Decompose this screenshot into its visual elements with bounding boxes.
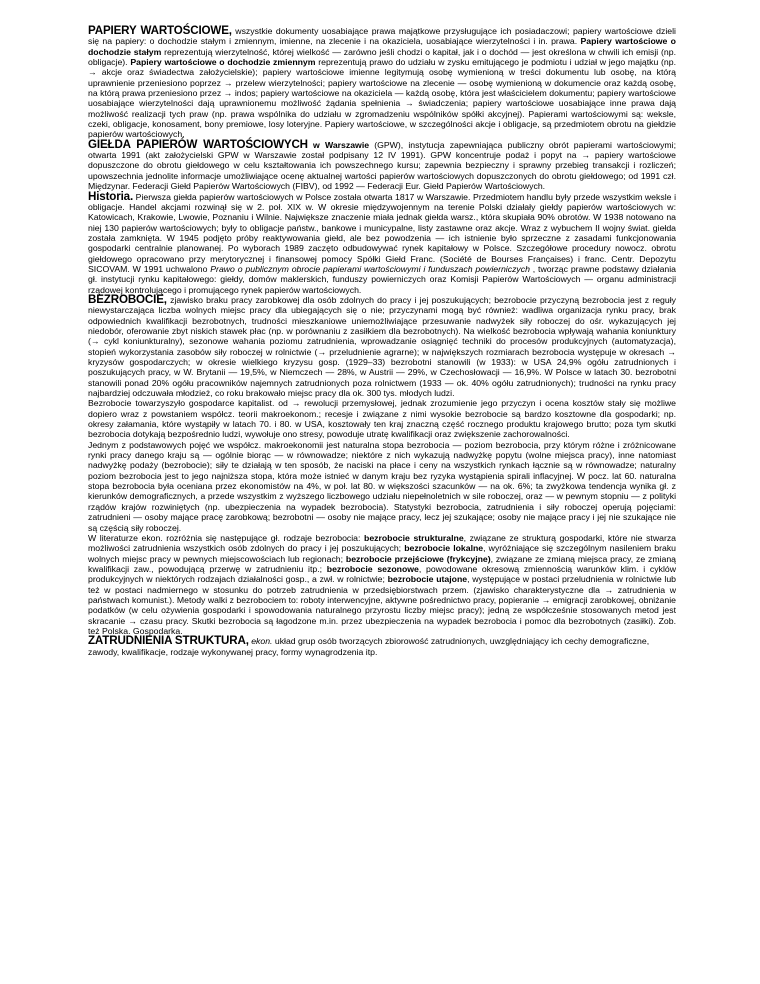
segment: , występujące w postaci przeludnienia w rolnictwie lub też w postaci nadmiernego w stosunku do potrzeb zatrudnienia w przedsiębiorstwach przem. (zjawisko charakterystyczne dla → zatrudnienia w państwach komunist.). Metody walki z bezrobociem to: roboty interwencyjne, aktywne pośrednictwo pracy, popieranie → emigracji zarobkowej, obniżanie podatków (w celu ożywienia gospodarki i spowodowania naturalnego przyrostu liczby miejsc pracy); jedną ze współcześnie stosowanych metod jest skracanie → czasu pracy. Skutki bezrobocia są łagodzone m.in. przez ubezpieczenia na wypadek bezrobocia i pomoc dla bezrobotnych (zasiłki). Zob. też Polska. Gospodarka. bbox=[88, 574, 676, 636]
entry-zatrudnienia-struktura bbox=[88, 636, 676, 657]
segment: reprezentują wierzytelność, której wielkość — zarówno jeśli chodzi o kapitał, jak i o dochód — jest określona w chwili ich emisji (np. obligacje). bbox=[88, 46, 676, 68]
bold-term: bezrobocie sezonowe bbox=[326, 563, 419, 574]
segment: zjawisko braku pracy zarobkowej dla osób zdolnych do pracy i jej poszukujących; bezrobocie przyczyną bezrobocia jest z reguły niewystarczająca liczba wolnych miejsc pracy dla ubiegających się o nie; przyczynami mogą być również: wadliwa organizacja rynku pracy, brak odpowiednich kwalifikacji bezrobotnych, trudności mieszkaniowe uniemożliwiające przesuwanie nadwyżek siły roboczej do ośr. wykazujących jej niedobór, oferowanie zbyt niskich stawek płac (np. w porównaniu z zasiłkiem dla bezrobotnych). Na wielkość bezrobocia wpływają wahania koniunktury (→ cykl koniunkturalny), sezonowe wahania poziomu zatrudnienia, wprowadzanie osiągnięć techniki do procesów produkcyjnych (automatyzacja), stopień wykorzystania zasobów siły roboczej w rolnictwie (→ przeludnienie agrarne); w największych rozmiarach bezrobocia występuje w okresach → kryzysów gospodarczych; w okresie wielkiego kryzysu gosp. (1929–33) bezrobotni stanowili (w 1933): w USA 24,9% ogółu zatrudnionych i poszukujących pracy, w W. Brytanii — 19,5%, w Niemczech — 28%, w Austrii — 29%, w Czechosłowacji — 16,9%. W Polsce w latach 30. bezrobotni stanowili ponad 20% ogółu pracowników najemnych zatrudnionych poza rolnictwem (1933 — ok. 40% ogółu zatrudnionych); trudności na rynku pracy najbardziej odczuwała młodzież, co roku brakowało miejsc pracy dla ok. 300 tys. młodych ludzi. bbox=[88, 294, 676, 399]
segment: Pierwsza giełda papierów wartościowych w Polsce została otwarta 1817 w Warszawie. Przedmiotem handlu były przede wszystkim weksle i obligacje. Handel akcjami rozwinął się w 2. poł. XIX w. W okresie międzywojennym na terenie Polski działały giełdy papierów wartościowych w: Katowicach, Krakowie, Lwowie, Poznaniu i Wilnie. Największe znaczenie miała jednak giełda warsz., która skupiała 90% obrotów. W 1938 notowano na niej 130 papierów wartościowych; były to obligacje państw., bankowe i municypalne, listy zastawne oraz akcje. Wraz z wybuchem II wojny świat. giełda została zamknięta. W 1945 podjęto próby reaktywowania giełd, ale bez powodzenia — ich istnienie było sprzeczne z zasadami funkcjonowania gospodarki centralnie planowanej. Po wyborach 1989 zaczęto odbudowywać rynek kapitałowy w Polsce. Szczegółowe procedury nowocz. obrotu giełdowego opracowano przy merytorycznej i finansowej pomocy Spółki Giełd Franc. (Société de Bourses Françaises) i franc. Centr. Depozytu SICOVAM. W 1991 uchwalono bbox=[88, 191, 676, 274]
headword: PAPIERY WARTOŚCIOWE, bbox=[88, 24, 232, 37]
bold-term: bezrobocie strukturalne bbox=[364, 532, 464, 543]
segment: Jednym z podstawowych pojęć we współcz. makroekonomii jest naturalna stopa bezrobocia — poziom bezrobocia, przy którym różne i zróżnicowane rynki pracy danego kraju są — ogólnie biorąc — w równowadze; niektóre z nich wykazują nadwyżkę popytu (wolne miejsca pracy), inne natomiast nadwyżkę podaży (bezrobocie); siły te działają w ten sposób, że naciski na płace i ceny na wszystkich rynkach łącznie są w równowadze; naturalny poziom bezrobocia jest to jego najniższa stopa, która może istnieć w danym kraju bez ryzyka wystąpienia spirali inflacyjnej. W pocz. lat 60. naturalna stopa bezrobocia była oceniana przez ekonomistów na 4%, w poł. lat 80. w większości szacunków — na ok. 6%; ta zwyżkowa tendencja wynika gł. z kierunków demograficznych, a przede wszystkim z wyższego liczbowego udziału niepełnoletnich w sile roboczej, oraz — w pewnym stopniu — z polityki rządów krajów rozwiniętych (np. ubezpieczenia na wypadek bezrobocia). Statystyki bezrobocia, zatrudnienia i siły roboczej operują pojęciami: zatrudnieni — osoby mające pracę zarobkową; bezrobotni — osoby nie mające pracy, lecz jej szukające; osoby nie mające pracy i jej nie szukające nie są częścią siły roboczej. bbox=[88, 439, 676, 533]
segment: układ grup osób tworzących zbiorowość zatrudnionych, uwzględniający ich cechy demograficzne, zawody, kwalifikacje, rodzaje wykonywanej pracy, formy wynagrodzenia itp. bbox=[88, 636, 650, 657]
segment: wszystkie dokumenty uosabiające prawa majątkowe przysługujące ich posiadaczowi; papiery wartościowe dzieli się na papiery: o dochodzie stałym i zmiennym, imienne, na zlecenie i na okaziciela, uosabiające wierzytelności i in. prawa. bbox=[88, 26, 676, 47]
segment: reprezentują prawo do udziału w zysku emitującego je podmiotu i udział w jego majątku (np. → akcje oraz świadectwa założycielskie); papiery wartościowe imienne legitymują osobę wymienioną w treści dokumentu lub osobę, na którą uprawnienie przeniesiono poprzez → przelew wierzytelności; papiery wartościowe na zlecenie — osobę wymienioną w dokumencie oraz każdą osobę, na którą prawa przeniesiono przez → indos; papiery wartościowe na okaziciela — każdą osobę, która jest właścicielem dokumentu; papiery wartościowe uosabiające wierzytelności dają uprawnionemu możliwość żądania spełnienia → świadczenia; papiery wartościowe uosabiające inne prawa dają możliwość realizacji tych praw (np. prawa wspólnika do udziału w zgromadzeniu wspólników spółki akcyjnej). Papierami wartościowymi są: weksle, czeki, obligacje, konosament, bony premiowe, losy loteryjne. Papiery wartościowe, w szczególności akcje i obligacje, są przedmiotem obrotu na giełdzie papierów wartościowych. bbox=[88, 57, 677, 140]
bold-term: bezrobocie utajone bbox=[387, 574, 468, 585]
entry-historia bbox=[88, 189, 676, 295]
bold-term: bezrobocie przejściowe (frykcyjne) bbox=[345, 553, 491, 564]
headword-suffix: w Warszawie bbox=[307, 139, 370, 150]
segment: , związane ze zmianą miejsca pracy, ze zmianą kwalifikacji zaw., powodującą przerwę w zatrudnieniu itp.; bbox=[88, 553, 676, 574]
italic-label: ekon. bbox=[248, 636, 273, 647]
document-page bbox=[88, 26, 676, 657]
headword: GIEŁDA PAPIERÓW WARTOŚCIOWYCH bbox=[88, 137, 308, 151]
segment: , tworząc prawne podstawy działania gł. instytucji rynku kapitałowego: giełdy, domów maklerskich, funduszy powierniczych oraz Komisji Papierów Wartościowych — organu administracji rządowej kontrolującego i promującego rynek papierów wartościowych. bbox=[88, 263, 676, 295]
segment: (GPW), instytucja zapewniająca publiczny obrót papierami wartościowymi; otwarta 1991 (akt założycielski GPW w Warszawie został podpisany 12 IV 1991). GPW koncentruje podaż i popyt na → papiery wartościowe dopuszczone do obrotu giełdowego w celu kształtowania ich powszechnego kursu; zapewnia bezpieczny i sprawny przebieg transakcji i rozliczeń; upowszechnia jednolite informacje umożliwiające ocenę aktualnej wartości papierów wartościowych dopuszczonych do obrotu giełdowego; od 1991 czł. Międzynar. Federacji Giełd Papierów Wartościowych (FIBV), od 1992 — Federacji Eur. Giełd Papierów Wartościowych. bbox=[88, 139, 676, 192]
bold-term: Papiery wartościowe o dochodzie stałym bbox=[88, 36, 676, 57]
italic-title: Prawo o publicznym obrocie papierami wartościowymi i funduszach powierniczych bbox=[210, 263, 530, 274]
entry-papiery-wartosciowe bbox=[88, 26, 676, 140]
headword: ZATRUDNIENIA STRUKTURA, bbox=[88, 634, 249, 648]
entry-bezrobocie bbox=[88, 292, 676, 399]
bold-term: Papiery wartościowe o dochodzie zmiennym bbox=[130, 57, 316, 68]
entry-gielda-papierow-wartosciowych bbox=[88, 137, 676, 192]
segment: , wyróżniające się szczególnym nasileniem braku wolnych miejsc pracy w pewnych miejscowościach lub regionach; bbox=[88, 543, 677, 564]
segment: , związane ze strukturą gospodarki, które nie stwarza możliwości zatrudnienia wszystkich osób zdolnych do pracy i jej poszukujących; bbox=[88, 532, 677, 554]
paragraph-bezrobocie-3 bbox=[88, 440, 676, 533]
paragraph-bezrobocie-4 bbox=[88, 533, 676, 636]
bold-term: bezrobocie lokalne bbox=[404, 543, 484, 554]
segment: , powodowane okresową zmiennością warunków klim. i cyklów produkcyjnych w niektórych rodzajach działalności gosp., a zwł. w rolnictwie; bbox=[88, 563, 676, 585]
segment: Bezrobocie towarzyszyło gospodarce kapitalist. od → rewolucji przemysłowej, jednak zrozumienie jego przyczyn i ocena kosztów stały się możliwe dopiero wraz z powstaniem współcz. teorii makroekonom.; recesje i związane z nimi wysokie bezrobocie są bardzo kosztowne dla gospodarki; np. okresy załamania, które wystąpiły w latach 70. i 80. w USA, kosztowały ten kraj znaczną część rocznego produktu krajowego brutto; poza tym skutki bezrobocia dotykają bezpośrednio ludzi, wywołuje ono stresy, powoduje utratę kwalifikacji oraz zwiększenie zachorowalności. bbox=[88, 398, 676, 440]
headword: BEZROBOCIE, bbox=[88, 292, 167, 306]
paragraph-bezrobocie-2 bbox=[88, 398, 676, 439]
segment: W literaturze ekon. rozróżnia się następujące gł. rodzaje bezrobocia: bbox=[88, 532, 365, 543]
headword: Historia. bbox=[88, 189, 134, 203]
